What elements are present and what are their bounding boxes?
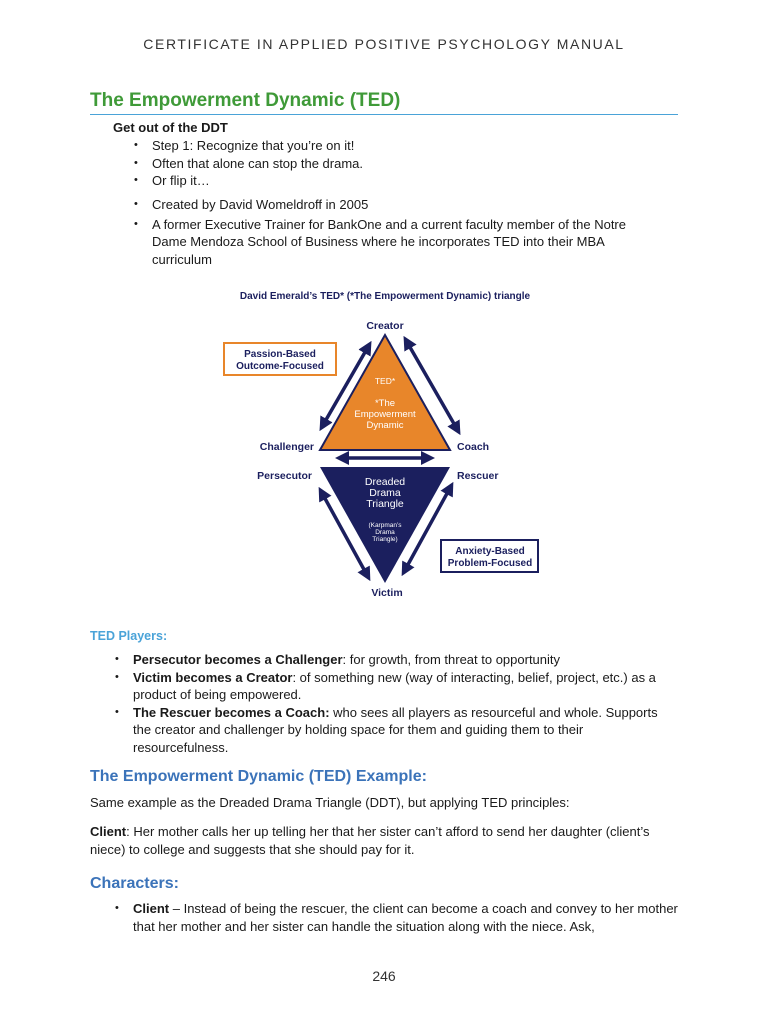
list-item	[113, 651, 678, 669]
players-list	[113, 651, 678, 757]
karpman-label: Drama	[375, 529, 395, 536]
ddt-label: Dreaded	[364, 476, 406, 488]
client-paragraph	[90, 823, 680, 858]
ddt-label: Drama	[369, 487, 401, 499]
character-bold: Client	[133, 901, 170, 916]
label-rescuer: Rescuer	[457, 470, 499, 482]
characters-list	[113, 900, 678, 935]
label-persecutor: Persecutor	[257, 470, 312, 482]
player-bold: The Rescuer becomes a Coach:	[133, 704, 330, 720]
ted-label: Empowerment	[354, 409, 416, 420]
player-text: : of something new (way of interacting, belief, project, etc.) as a product of being empowered.	[133, 669, 656, 703]
label-coach: Coach	[457, 441, 490, 453]
list-item: • Or flip it…	[132, 172, 363, 190]
list-item: • Step 1: Recognize that you’re on it!	[132, 137, 363, 155]
get-out-heading: Get out of the DDT	[113, 120, 228, 135]
karpman-label: Triangle)	[372, 536, 398, 543]
anxiety-box-text: Anxiety-Based	[455, 546, 525, 557]
steps-list	[132, 137, 363, 190]
list-item: • Created by David Womeldroff in 2005	[132, 196, 652, 214]
label-challenger: Challenger	[259, 441, 314, 453]
ted-label: *The	[374, 398, 396, 409]
ted-label: TED*	[374, 376, 396, 386]
list-item: • Often that alone can stop the drama.	[132, 155, 363, 173]
player-bold: Victim becomes a Creator	[133, 669, 293, 685]
ted-triangle-diagram	[210, 285, 560, 605]
passion-box-text: Outcome-Focused	[236, 361, 324, 372]
page-title: The Empowerment Dynamic (TED)	[90, 90, 401, 111]
ted-label: Dynamic	[366, 420, 404, 431]
player-text: who sees all players as resourceful and whole. Supports the creator and challenger by holding space for them and guiding them to their resourcefulness.	[133, 704, 658, 755]
list-item: • A former Executive Trainer for BankOne and a current faculty member of the Notre Dame Mendoza School of Business where he incorporates TED into their MBA curriculum	[132, 216, 652, 269]
karpman-label: (Karpman’s	[368, 522, 402, 529]
characters-heading: Characters:	[90, 875, 179, 892]
players-heading: TED Players:	[90, 629, 168, 643]
label-victim: Victim	[371, 587, 403, 599]
list-item	[113, 704, 678, 757]
facts-list	[132, 196, 652, 268]
ddt-label: Triangle	[366, 498, 404, 510]
list-item	[113, 669, 678, 704]
character-text: – Instead of being the rescuer, the client can become a coach and convey to her mother that her mother and her sister can handle the situation along with the niece. Ask,	[133, 901, 678, 934]
anxiety-box-text: Problem-Focused	[447, 558, 533, 569]
label-creator: Creator	[366, 320, 404, 332]
player-bold: Persecutor becomes a Challenger	[133, 652, 343, 667]
client-label: Client	[90, 824, 127, 839]
player-text: : for growth, from threat to opportunity	[342, 652, 561, 667]
title-underline	[90, 114, 678, 115]
running-header: CERTIFICATE IN APPLIED POSITIVE PSYCHOLOGY MANUAL	[143, 36, 625, 52]
ted-triangle	[320, 335, 450, 450]
client-text: : Her mother calls her up telling her that her sister can’t afford to send her daughter (client’s niece) to college and suggests that she should pay for it.	[90, 824, 650, 857]
example-intro: Same example as the Dreaded Drama Triangle (DDT), but applying TED principles:	[90, 795, 570, 810]
page-number: 246	[372, 968, 396, 984]
list-item	[113, 900, 678, 935]
example-heading: The Empowerment Dynamic (TED) Example:	[90, 768, 427, 785]
passion-box-text: Passion-Based	[244, 349, 316, 360]
figure-title: David Emerald’s TED* (*The Empowerment Dynamic) triangle	[239, 291, 531, 302]
